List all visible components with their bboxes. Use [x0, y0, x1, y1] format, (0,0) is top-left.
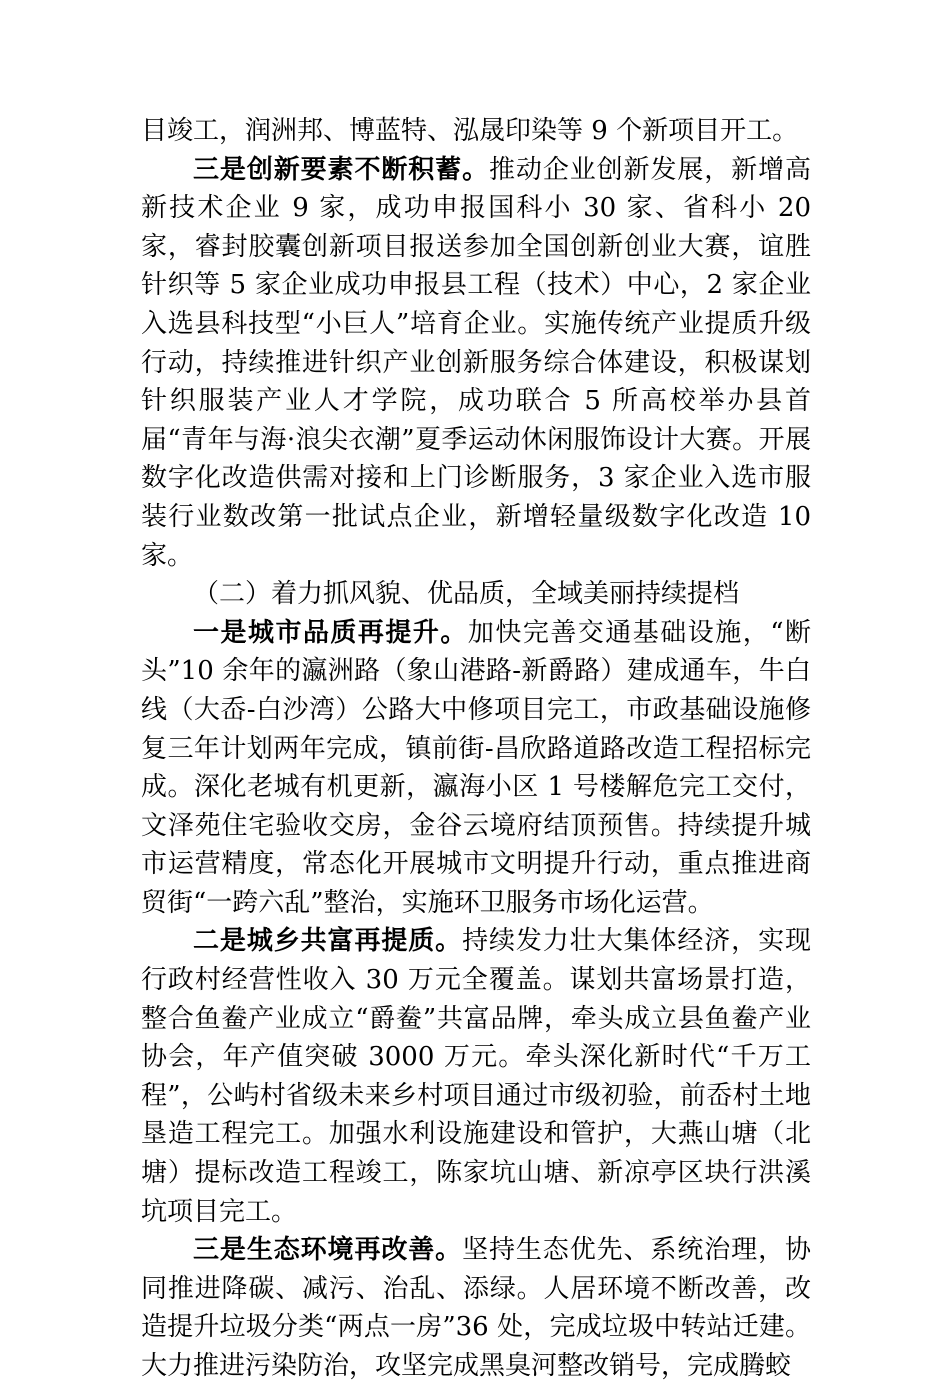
paragraph-text: 持续发力壮大集体经济，实现行政村经营性收入 30 万元全覆盖。谋划共富场景打造，整合鱼鲞产业成立“爵鲞”共富品牌，牵头成立县鱼鲞产业协会，年产值突破 3000 万元。牵头深化新时代“千万工程”，公屿村省级未来乡村项目通过市级初验，前岙村土地垦造工程完工。加强水利设施建设和管护，大燕山塘（北塘）提标改造工程竣工，陈家坑山塘、新凉亭区块行洪溪坑项目完工。	[141, 926, 811, 1227]
paragraph-lead: 二是城乡共富再提质。	[193, 926, 463, 957]
paragraph-lead: 三是生态环境再改善。	[193, 1235, 463, 1266]
paragraph-lead: 三是创新要素不断积蓄。	[193, 154, 489, 185]
paragraph-innovation	[141, 151, 811, 576]
paragraph-text: 坚持生态优先、系统治理，协同推进降碳、减污、治乱、添绿。人居环境不断改善，改造提升垃圾分类“两点一房”36 处，完成垃圾中转站迁建。大力推进污染防治，攻坚完成黑臭河整改销号，完成腾蛟	[141, 1235, 811, 1381]
paragraph-ecology	[141, 1231, 811, 1385]
document-body	[141, 112, 811, 1386]
paragraph-common-prosperity	[141, 922, 811, 1231]
paragraph-lead: 一是城市品质再提升。	[193, 617, 468, 648]
section-heading: （二）着力抓风貌、优品质，全域美丽持续提档	[193, 579, 740, 610]
paragraph-text: 目竣工，润洲邦、博蓝特、泓晟印染等 9 个新项目开工。	[141, 116, 799, 146]
paragraph-text: 推动企业创新发展，新增高新技术企业 9 家，成功申报国科小 30 家、省科小 20 家，睿封胶囊创新项目报送参加全国创新创业大赛，谊胜针织等 5 家企业成功申报县工程（技术）中心，2 家企业入选县科技型“小巨人”培育企业。实施传统产业提质升级行动，持续推进针织产业创新服务综合体建设，积极谋划针织服装产业人才学院，成功联合 5 所高校举办县首届“青年与海·浪尖衣潮”夏季运动休闲服饰设计大赛。开展数字化改造供需对接和上门诊断服务，3 家企业入选市服装行业数改第一批试点企业，新增轻量级数字化改造 10 家。	[141, 154, 811, 571]
paragraph-city-quality	[141, 614, 811, 923]
paragraph-continuation	[141, 112, 811, 151]
paragraph-text: 加快完善交通基础设施，“断头”10 余年的瀛洲路（象山港路-新爵路）建成通车，牛白线（大岙-白沙湾）公路大中修项目完工，市政基础设施修复三年计划两年完成，镇前街-昌欣路道路改造工程招标完成。深化老城有机更新，瀛海小区 1 号楼解危完工交付，文泽苑住宅验收交房，金谷云境府结顶预售。持续提升城市运营精度，常态化开展城市文明提升行动，重点推进商贸街“一跨六乱”整治，实施环卫服务市场化运营。	[141, 617, 811, 918]
